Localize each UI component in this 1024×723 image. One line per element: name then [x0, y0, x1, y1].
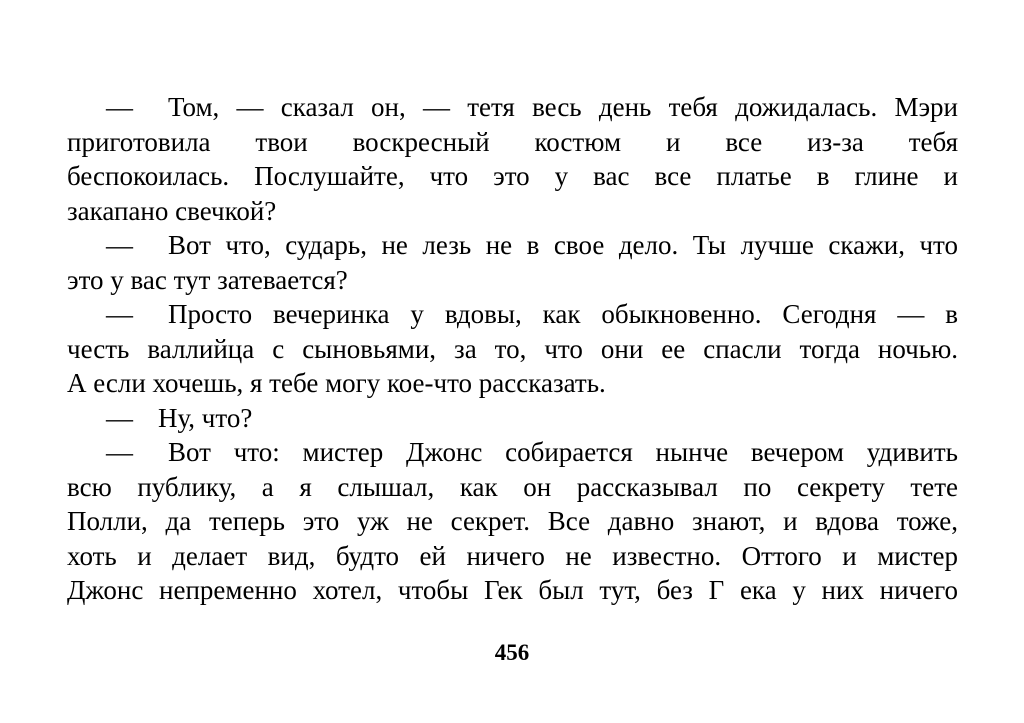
- text-line: всю публику, а я слышал, как он рассказывал по секрету тете: [67, 471, 958, 502]
- text-line: [67, 435, 958, 470]
- dialogue-dash: —: [106, 92, 133, 122]
- text-line: это у вас тут затевается?: [67, 264, 348, 295]
- dialogue-dash: —: [106, 230, 133, 260]
- dialogue-dash: —: [106, 402, 133, 433]
- text-line: приготовила твои воскресный костюм и все из-за тебя: [67, 126, 958, 157]
- body-text: [67, 90, 958, 608]
- text-line: А если хочешь, я тебе могу кое-что рассказать.: [67, 368, 606, 398]
- text-line: Полли, да теперь это уж не секрет. Все давно знают, и вдова тоже,: [67, 506, 958, 536]
- line-text: Вот что, сударь, не лезь не в свое дело. Ты лучше скажи, что: [168, 230, 958, 260]
- text-line: [67, 401, 958, 436]
- text-line: [67, 90, 958, 125]
- dialogue-dash: —: [106, 299, 133, 329]
- text-line: беспокоилась. Послушайте, что это у вас все платье в глине и: [67, 161, 958, 191]
- text-line: [67, 228, 958, 263]
- line-text: Том, — сказал он, — тетя весь день тебя дожидалась. Мэри: [168, 92, 958, 122]
- page-number: 456: [494, 640, 530, 665]
- line-text: Вот что: мистер Джонс собирается нынче вечером удивить: [168, 437, 958, 467]
- text-line: Джонс непременно хотел, чтобы Гек был тут, без Г ека у них ничего: [67, 575, 958, 605]
- line-text: Ну, что?: [158, 402, 253, 433]
- text-line: хоть и делает вид, будто ей ничего не известно. Оттого и мистер: [67, 540, 958, 571]
- text-line: закапано свечкой?: [67, 195, 277, 226]
- line-text: Просто вечеринка у вдовы, как обыкновенно. Сегодня — в: [168, 299, 958, 329]
- text-line: честь валлийца с сыновьями, за то, что они ее спасли тогда ночью.: [67, 333, 958, 364]
- dialogue-dash: —: [106, 437, 133, 467]
- text-line: [67, 297, 958, 332]
